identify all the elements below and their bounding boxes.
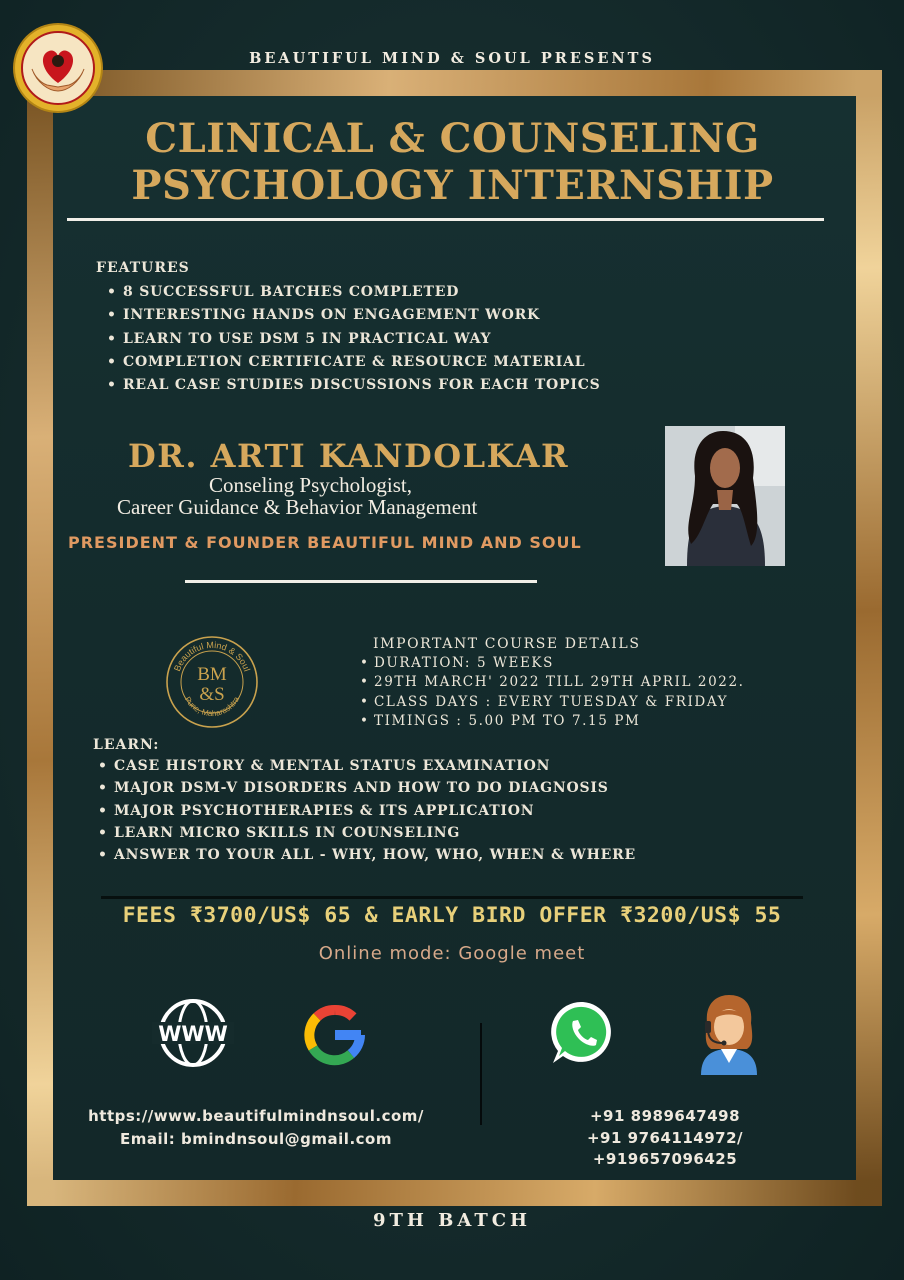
learn-item: • CASE HISTORY & MENTAL STATUS EXAMINATION bbox=[96, 755, 636, 777]
course-details-list bbox=[360, 654, 745, 731]
google-g-icon bbox=[304, 1004, 366, 1066]
features-heading: FEATURES bbox=[96, 260, 190, 276]
fees-divider bbox=[101, 896, 803, 899]
phone-number[interactable]: +919657096425 bbox=[592, 1150, 738, 1168]
phone-number[interactable]: +91 9764114972/ bbox=[586, 1128, 743, 1147]
title-divider bbox=[67, 218, 824, 221]
feature-item: • COMPLETION CERTIFICATE & RESOURCE MATERIAL bbox=[105, 351, 601, 374]
instructor-role-line-1: Conseling Psychologist, bbox=[209, 473, 413, 497]
www-globe-icon[interactable] bbox=[152, 998, 234, 1068]
learn-list bbox=[96, 755, 636, 866]
whatsapp-icon[interactable] bbox=[549, 999, 617, 1067]
bms-seal bbox=[164, 634, 260, 730]
online-mode: Online mode: Google meet bbox=[318, 943, 586, 964]
support-agent-icon[interactable] bbox=[693, 993, 765, 1075]
seal-arc-bottom: Pune, Maharashtra bbox=[182, 695, 242, 719]
feature-item: • 8 SUCCESSFUL BATCHES COMPLETED bbox=[105, 281, 601, 304]
presents-line: BEAUTIFUL MIND & SOUL PRESENTS bbox=[249, 50, 655, 67]
course-detail-item: • 29TH MARCH' 2022 TILL 29TH APRIL 2022. bbox=[360, 673, 745, 692]
learn-item: • MAJOR DSM-V DISORDERS AND HOW TO DO DIAGNOSIS bbox=[96, 777, 636, 799]
instructor-position: PRESIDENT & FOUNDER BEAUTIFUL MIND AND SOUL bbox=[68, 533, 582, 552]
whatsapp-logo-icon bbox=[549, 999, 617, 1067]
instructor-name: DR. ARTI KANDOLKAR bbox=[128, 437, 570, 475]
features-list bbox=[105, 281, 601, 397]
customer-support-icon bbox=[693, 993, 765, 1075]
seal-line-2: &S bbox=[199, 684, 225, 705]
email-link[interactable]: Email: bmindnsoul@gmail.com bbox=[120, 1130, 392, 1148]
contact-phones bbox=[575, 1106, 755, 1171]
learn-item: • ANSWER TO YOUR ALL - WHY, HOW, WHO, WHEN & WHERE bbox=[96, 844, 636, 866]
globe-icon bbox=[152, 998, 234, 1068]
feature-item: • LEARN TO USE DSM 5 IN PRACTICAL WAY bbox=[105, 328, 601, 351]
hands-heart-icon bbox=[15, 25, 101, 111]
www-text: WWW bbox=[158, 1022, 228, 1046]
title-line-1: CLINICAL & COUNSELING bbox=[145, 115, 760, 162]
contact-web-email bbox=[0, 1105, 512, 1151]
fees-line: FEES ₹3700/US$ 65 & EARLY BIRD OFFER ₹3200/US$ 55 bbox=[122, 903, 782, 928]
beautiful-mind-soul-logo bbox=[15, 25, 101, 111]
seal-arc-top: Beautiful Mind & Soul bbox=[171, 639, 253, 673]
title-line-2: PSYCHOLOGY INTERNSHIP bbox=[131, 162, 774, 209]
instructor-role-line-2: Career Guidance & Behavior Management bbox=[117, 495, 478, 519]
bms-seal-icon bbox=[164, 634, 260, 730]
portrait-image bbox=[665, 426, 785, 566]
learn-item: • MAJOR PSYCHOTHERAPIES & ITS APPLICATION bbox=[96, 800, 636, 822]
course-detail-item: • CLASS DAYS : EVERY TUESDAY & FRIDAY bbox=[360, 693, 745, 712]
feature-item: • INTERESTING HANDS ON ENGAGEMENT WORK bbox=[105, 304, 601, 327]
phone-number[interactable]: +91 8989647498 bbox=[589, 1107, 741, 1125]
batch-label: 9TH BATCH bbox=[372, 1210, 532, 1231]
instructor-divider bbox=[185, 580, 537, 583]
course-detail-item: • TIMINGS : 5.00 PM TO 7.15 PM bbox=[360, 712, 745, 731]
feature-item: • REAL CASE STUDIES DISCUSSIONS FOR EACH TOPICS bbox=[105, 374, 601, 397]
learn-item: • LEARN MICRO SKILLS IN COUNSELING bbox=[96, 822, 636, 844]
instructor-photo bbox=[665, 426, 785, 566]
google-icon[interactable] bbox=[304, 1004, 366, 1066]
course-detail-item: • DURATION: 5 WEEKS bbox=[360, 654, 745, 673]
course-details-heading: IMPORTANT COURSE DETAILS bbox=[373, 636, 641, 652]
website-link[interactable]: https://www.beautifulmindnsoul.com/ bbox=[88, 1107, 424, 1125]
seal-line-1: BM bbox=[197, 664, 227, 685]
learn-heading: LEARN: bbox=[93, 737, 160, 753]
